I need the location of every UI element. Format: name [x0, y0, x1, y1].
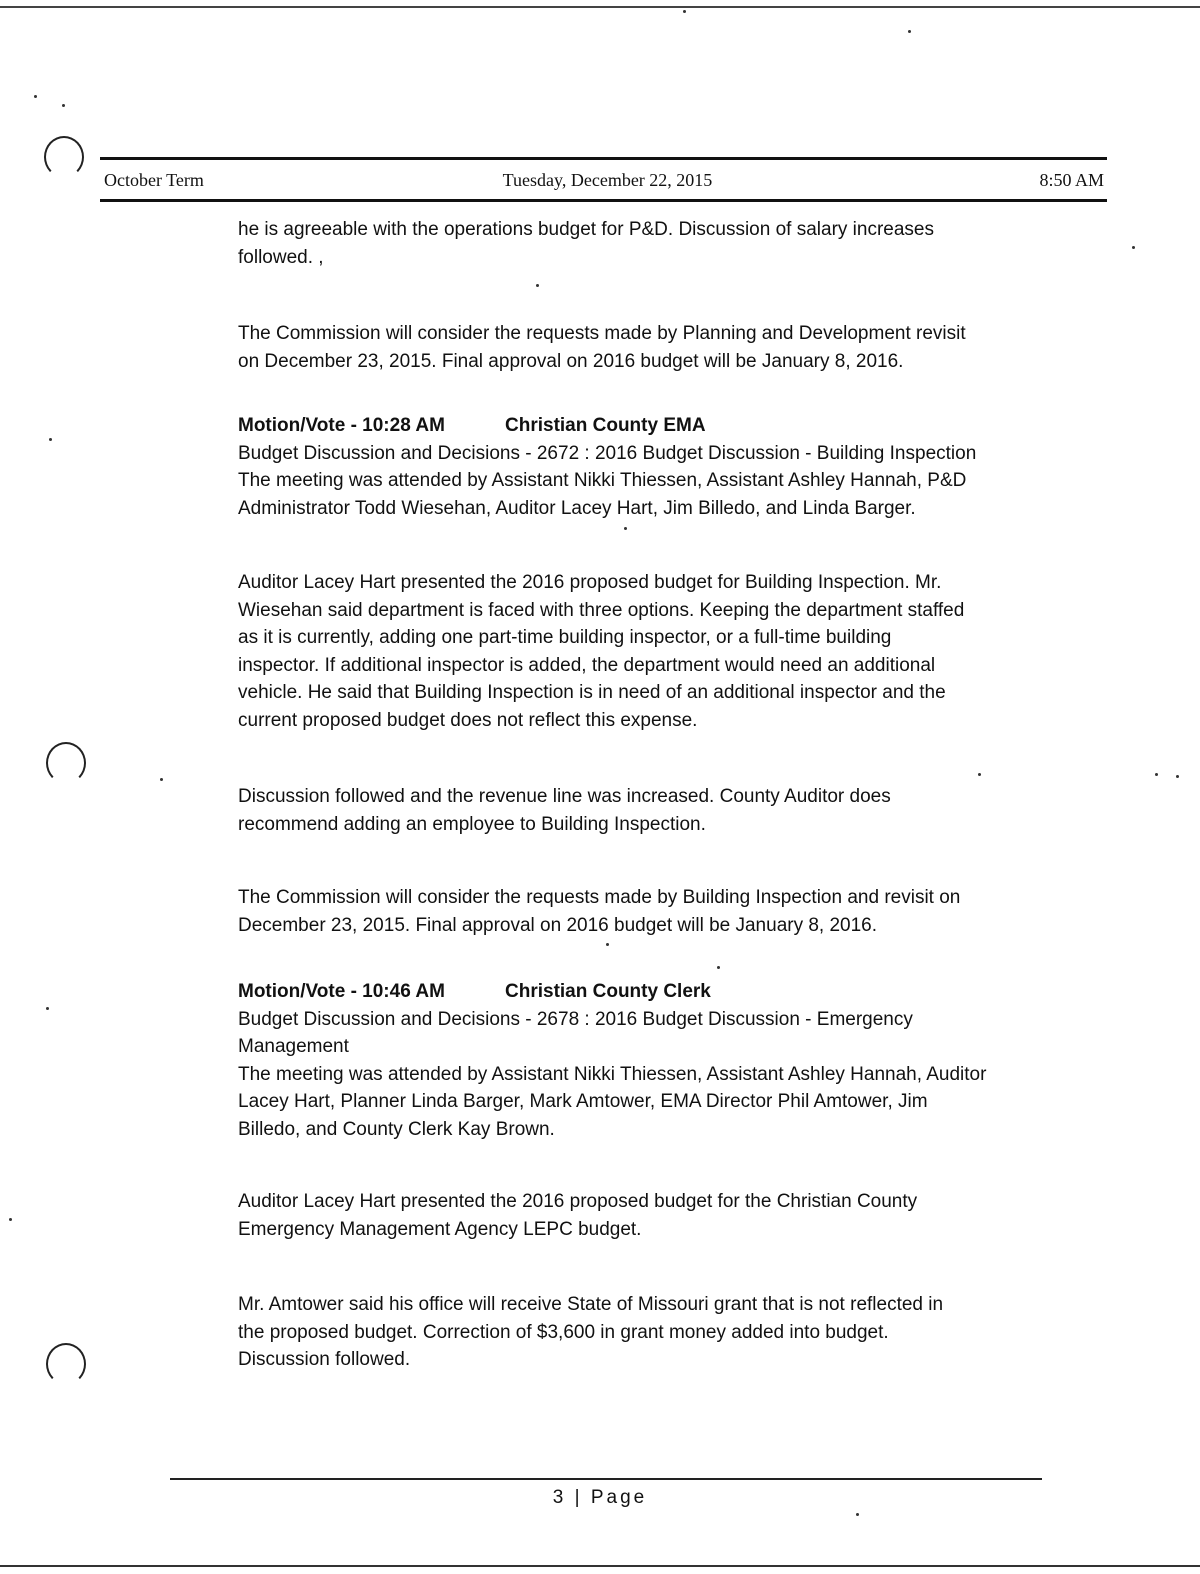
scan-speck: [9, 1218, 12, 1221]
paragraph-block: [238, 1188, 1058, 1243]
paragraph-pd-revisit: The Commission will consider the requests made by Planning and Development revisit on December 23, 2015. Final approval on 2016 budget will be January 8, 2016.: [238, 323, 966, 372]
paragraph-lepc-budget: Auditor Lacey Hart presented the 2016 proposed budget for the Christian County Emergency Management Agency LEPC budget.: [238, 1191, 918, 1240]
scan-speck: [160, 778, 163, 781]
paragraph-block: [238, 884, 1058, 939]
paragraph-block: [238, 320, 1058, 375]
paragraph-building-inspection-options: Auditor Lacey Hart presented the 2016 proposed budget for Building Inspection. Mr. Wiesehan said department is faced with three options. Keeping the department staffed as it is currently, adding one part-time building inspector, or a full-time building inspector. If additional inspector is added, the department would need an additional vehicle. He said that Building Inspection is in need of an additional inspector and the current proposed budget does not reflect this expense.: [238, 572, 965, 731]
header-date: Tuesday, December 22, 2015: [502, 170, 713, 190]
paragraph-emergency-management-attendance: Budget Discussion and Decisions - 2678 : 2016 Budget Discussion - Emergency Management The meeting was attended by Assistant Nikki Thiessen, Assistant Ashley Hannah, Auditor Lacey Hart, Planner Linda Barger, Mark Amtower, EMA Director Phil Amtower, Jim Billedo, and County Clerk Kay Brown.: [238, 1008, 987, 1140]
paragraph-building-inspection-attendance: Budget Discussion and Decisions - 2672 : 2016 Budget Discussion - Building Inspection The meeting was attended by Assistant Nikki Thiessen, Assistant Ashley Hannah, P&D Administrator Todd Wiesehan, Auditor Lacey Hart, Jim Billedo, and Linda Barger.: [238, 442, 977, 519]
paragraph-block: [238, 783, 1058, 838]
motion-heading-clerk: [238, 978, 1058, 1006]
scan-speck: [606, 943, 609, 946]
paragraph-continuation: [238, 216, 1058, 271]
scan-speck: [717, 966, 720, 969]
scan-speck: [49, 438, 52, 441]
scan-speck: [856, 1513, 859, 1516]
scan-speck: [1155, 773, 1158, 776]
header-rule-bottom: [100, 199, 1107, 202]
scan-bottom-edge: [0, 1565, 1200, 1567]
motion-block-clerk: [238, 978, 1058, 1143]
footer-rule: [170, 1478, 1042, 1480]
motion-heading-ema: [238, 412, 1058, 440]
scan-top-edge: [0, 6, 1200, 8]
scan-speck: [683, 10, 686, 13]
scan-speck: [978, 773, 981, 776]
motion-block-ema: [238, 412, 1058, 522]
paragraph-block: [238, 569, 1058, 734]
header-time: 8:50 AM: [1039, 170, 1104, 190]
scan-speck: [46, 1007, 49, 1010]
motion-subject: Christian County EMA: [505, 415, 706, 436]
punch-hole-middle: [46, 742, 86, 784]
paragraph-grant-correction: Mr. Amtower said his office will receive State of Missouri grant that is not reflected in the proposed budget. Correction of $3,600 in grant money added into budget. Discussion followed.: [238, 1294, 944, 1370]
paragraph-pd-operations: he is agreeable with the operations budget for P&D. Discussion of salary increases followed. ,: [238, 219, 934, 268]
scan-speck: [624, 527, 627, 530]
paragraph-building-inspection-revisit: The Commission will consider the requests made by Building Inspection and revisit on December 23, 2015. Final approval on 2016 budget will be January 8, 2016.: [238, 887, 961, 936]
punch-hole-bottom: [46, 1343, 86, 1385]
scan-speck: [1132, 246, 1135, 249]
header-rule-top: [100, 157, 1107, 160]
scan-speck: [908, 30, 911, 33]
motion-time-label: Motion/Vote - 10:46 AM: [238, 981, 445, 1002]
header-term: October Term: [104, 170, 204, 190]
scan-speck: [1176, 775, 1179, 778]
scan-speck: [536, 284, 539, 287]
page-number: 3 | Page: [552, 1487, 648, 1508]
paragraph-revenue-increase: Discussion followed and the revenue line was increased. County Auditor does recommend adding an employee to Building Inspection.: [238, 786, 891, 835]
paragraph-block: [238, 1291, 1058, 1374]
motion-time-label: Motion/Vote - 10:28 AM: [238, 415, 445, 436]
motion-subject: Christian County Clerk: [505, 981, 711, 1002]
scan-speck: [34, 95, 37, 98]
scan-speck: [62, 104, 65, 107]
